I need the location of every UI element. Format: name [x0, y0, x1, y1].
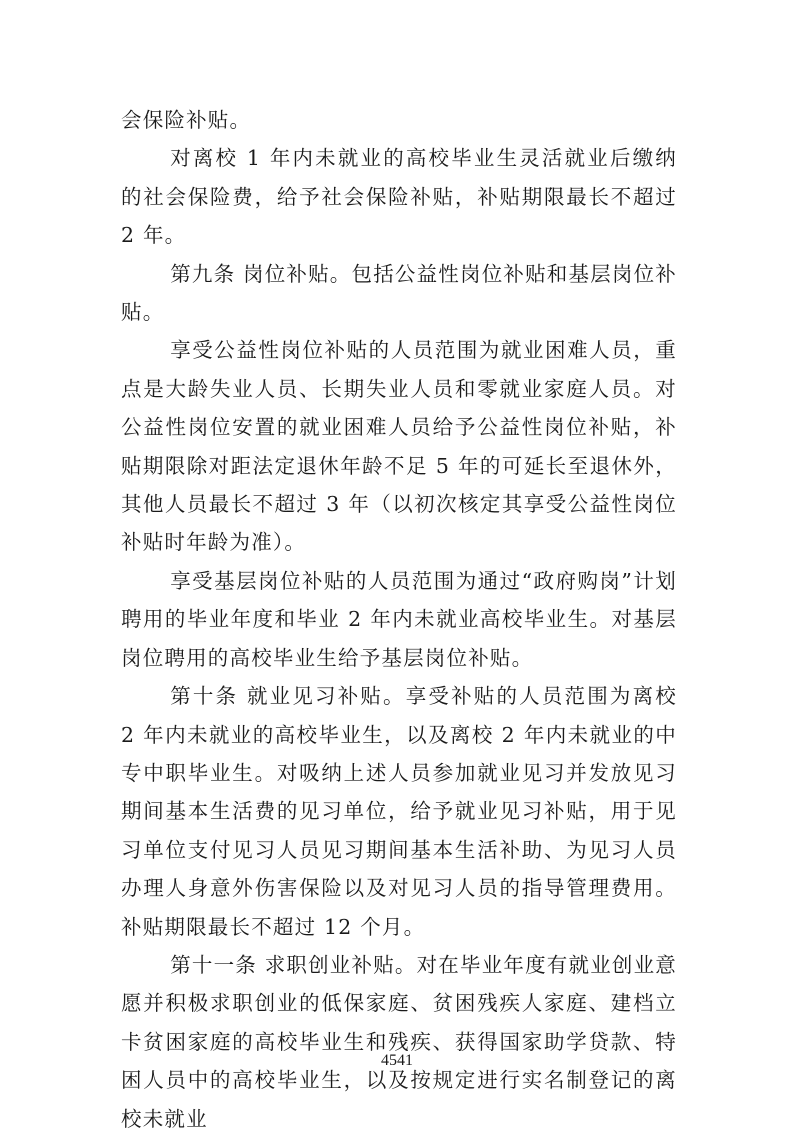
paragraph-article-10-internship-subsidy: 第十条 就业见习补贴。享受补贴的人员范围为离校 2 年内未就业的高校毕业生，以及离校 2 年内未就业的中专中职毕业生。对吸纳上述人员参加就业见习并发放见习期间基本生活费的见习单位，给予就业见习补贴，用于见习单位支付见习人员见习期间基本生活补助、为见习人员办理人身意外伤害保险以及对见习人员的指导管理费用。补贴期限最长不超过 12 个月。 — [121, 684, 677, 939]
paragraph-public-welfare-post-subsidy: 享受公益性岗位补贴的人员范围为就业困难人员，重点是大龄失业人员、长期失业人员和零就业家庭人员。对公益性岗位安置的就业困难人员给予公益性岗位补贴，补贴期限除对距法定退休年龄不足 5 年的可延长至退休外，其他人员最长不超过 3 年（以初次核定其享受公益性岗位补贴时年龄为准）。 — [121, 338, 677, 555]
document-body — [121, 101, 677, 1138]
paragraph-social-insurance-flexible: 对离校 1 年内未就业的高校毕业生灵活就业后缴纳的社会保险费，给予社会保险补贴，补贴期限最长不超过 2 年。 — [121, 146, 677, 248]
paragraph-article-9-heading: 第九条 岗位补贴。包括公益性岗位补贴和基层岗位补贴。 — [121, 261, 678, 325]
paragraph-grassroots-post-subsidy: 享受基层岗位补贴的人员范围为通过“政府购岗”计划聘用的毕业年度和毕业 2 年内未就业高校毕业生。对基层岗位聘用的高校毕业生给予基层岗位补贴。 — [121, 568, 677, 670]
paragraph-article-11-job-seeking-subsidy: 第十一条 求职创业补贴。对在毕业年度有就业创业意愿并积极求职创业的低保家庭、贫困残疾人家庭、建档立卡贫困家庭的高校毕业生和残疾、获得国家助学贷款、特困人员中的高校毕业生，以及按规定进行实名制登记的离校未就业 — [121, 952, 678, 1131]
paragraph-continuation: 会保险补贴。 — [121, 108, 252, 132]
page-number: 4541 — [381, 1052, 413, 1069]
